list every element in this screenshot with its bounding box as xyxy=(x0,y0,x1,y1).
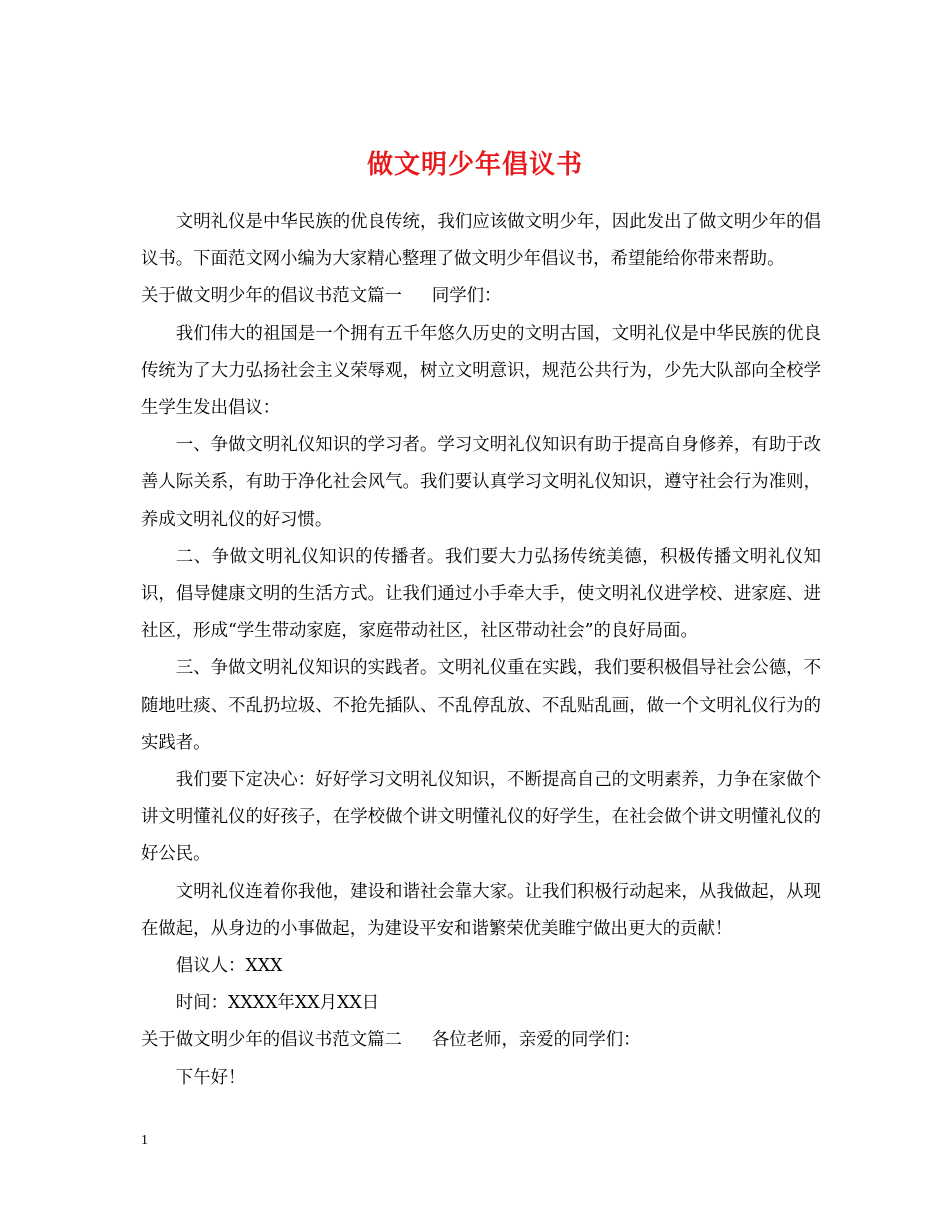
document-body xyxy=(141,204,821,1097)
body-paragraph: 我们伟大的祖国是一个拥有五千年悠久历史的文明古国，文明礼仪是中华民族的优良传统为了大力弘扬社会主义荣辱观，树立文明意识，规范公共行为，少先大队部向全校学生学生发出倡议： xyxy=(141,323,821,419)
intro-paragraph: 文明礼仪是中华民族的优良传统，我们应该做文明少年，因此发出了做文明少年的倡议书。下面范文网小编为大家精心整理了做文明少年倡议书，希望能给你带来帮助。 xyxy=(141,212,821,270)
page-number: 1 xyxy=(141,1133,148,1148)
section-heading: 关于做文明少年的倡议书范文篇一 xyxy=(141,286,402,307)
section-heading: 关于做文明少年的倡议书范文篇二 xyxy=(141,1030,402,1051)
signatory-line: 倡议人：XXX xyxy=(175,956,283,977)
body-paragraph: 三、争做文明礼仪知识的实践者。文明礼仪重在实践，我们要积极倡导社会公德，不随地吐痰、不乱扔垃圾、不抢先插队、不乱停乱放、不乱贴乱画，做一个文明礼仪行为的实践者。 xyxy=(141,658,821,753)
salutation: 各位老师，亲爱的同学们： xyxy=(431,1030,641,1051)
section-heading-line xyxy=(141,278,821,315)
body-paragraph: 文明礼仪连着你我他，建设和谐社会靠大家。让我们积极行动起来，从我做起，从现在做起，从身边的小事做起，为建设平安和谐繁荣优美睢宁做出更大的贡献！ xyxy=(141,881,821,939)
document-title: 做文明少年倡议书 xyxy=(366,150,583,181)
body-paragraph: 我们要下定决心：好好学习文明礼仪知识，不断提高自己的文明素养，力争在家做个讲文明懂礼仪的好孩子，在学校做个讲文明懂礼仪的好学生，在社会做个讲文明懂礼仪的好公民。 xyxy=(141,770,821,865)
date-line: 时间：XXXX年XX月XX日 xyxy=(175,993,380,1014)
body-paragraph: 一、争做文明礼仪知识的学习者。学习文明礼仪知识有助于提高自身修养，有助于改善人际关系，有助于净化社会风气。我们要认真学习文明礼仪知识，遵守社会行为准则，养成文明礼仪的好习惯。 xyxy=(141,435,821,530)
body-paragraph: 二、争做文明礼仪知识的传播者。我们要大力弘扬传统美德，积极传播文明礼仪知识，倡导健康文明的生活方式。让我们通过小手牵大手，使文明礼仪进学校、进家庭、进社区，形成“学生带动家庭，家庭带动社区，社区带动社会”的良好局面。 xyxy=(141,546,821,642)
salutation: 同学们： xyxy=(431,286,502,307)
greeting-line: 下午好！ xyxy=(175,1067,246,1088)
section-heading-line xyxy=(141,1022,821,1059)
